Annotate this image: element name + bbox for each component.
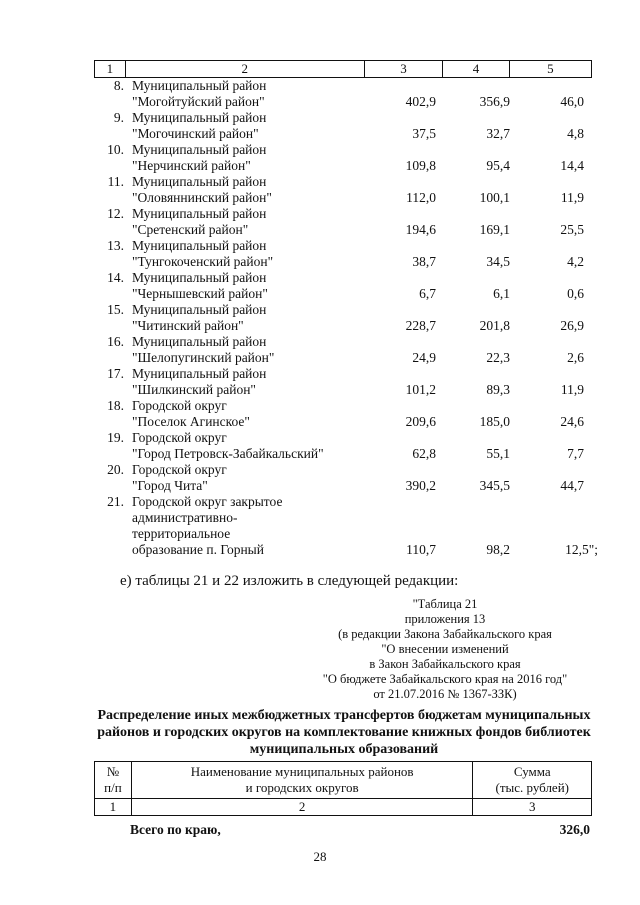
header-name [132,762,474,798]
row-number: 18. [107,398,124,413]
row-value-col4: 55,1 [486,446,510,461]
header-sum-line1: Сумма [513,764,551,779]
row-name-line1: Муниципальный район [132,270,267,285]
header-name-line2: и городских округов [245,780,359,795]
row-value-col5: 4,2 [567,254,584,269]
row-name-line2: "Тунгокоченский район" [132,254,274,269]
row-value-col5: 7,7 [567,446,584,461]
table-header-row [95,762,591,799]
row-value-col4: 185,0 [479,414,510,429]
row-value-col3: 110,7 [406,542,436,557]
total-label: Всего по краю, [130,822,221,837]
row-name-line1: Муниципальный район [132,110,267,125]
row-value-col3: 24,9 [412,350,436,365]
caption-line-6: "О бюджете Забайкальского края на 2016 год" [322,672,568,686]
amendment-paragraph: е) таблицы 21 и 22 изложить в следующей редакции: [120,573,459,589]
row-value-col5: 11,9 [560,190,584,205]
row-name-line1: Городской округ [132,462,227,477]
row-value-col4: 100,1 [479,190,510,205]
row-value-col3: 38,7 [412,254,436,269]
row-value-col4: 34,5 [486,254,510,269]
row-value-col5: 2,6 [567,350,584,365]
row-name-line1: Муниципальный район [132,142,267,157]
header-name-line1: Наименование муниципальных районов [190,764,414,779]
header-sum-line2: (тыс. рублей) [495,780,569,795]
col-1-header: 1 [95,61,126,77]
row-name-line2: "Читинский район" [132,318,244,333]
row-value-col5: 26,9 [560,318,584,333]
row-number: 11. [107,174,124,189]
row-value-col3: 109,8 [405,158,436,173]
row-name-line4: образование п. Горный [132,542,264,557]
page-number: 28 [313,849,327,864]
header-num-line1: № [106,764,120,779]
row-number: 15. [107,302,124,317]
row-number: 8. [113,78,124,93]
title-line-1: Распределение иных межбюджетных трансфертов бюджетам муниципальных [97,708,591,723]
row-value-col3: 402,9 [405,94,436,109]
row-name-line1: Муниципальный район [132,302,267,317]
row-value-col3: 6,7 [419,286,436,301]
caption-line-7: от 21.07.2016 № 1367-ЗЗК) [373,687,517,701]
row-number: 17. [107,366,124,381]
row-value-col3: 62,8 [412,446,436,461]
caption-line-4: "О внесении изменений [381,642,509,656]
col-num-2: 2 [132,799,474,815]
total-value: 326,0 [559,822,590,837]
row-value-col4: 169,1 [479,222,510,237]
row-name-line1: Городской округ закрытое [132,494,283,509]
row-value-col3: 390,2 [405,478,436,493]
row-name-line2: "Чернышевский район" [132,286,268,301]
row-value-col5: 12,5"; [565,542,598,557]
row-name-line2: "Город Петровск-Забайкальский" [132,446,324,461]
caption-line-3: (в редакции Закона Забайкальского края [338,627,552,641]
row-name-line2: "Шелопугинский район" [132,350,275,365]
row-number: 13. [107,238,124,253]
row-name-line2: "Нерчинский район" [132,158,251,173]
row-name-line1: Городской округ [132,398,227,413]
column-number-row [95,799,591,815]
col-num-3: 3 [529,799,536,814]
row-value-col5: 0,6 [567,286,584,301]
table-column-numbers [94,60,592,78]
row-value-col3: 37,5 [412,126,436,141]
row-number: 21. [107,494,124,509]
row-number: 20. [107,462,124,477]
row-number: 16. [107,334,124,349]
row-name-line2: "Могочинский район" [132,126,259,141]
header-num-line2: п/п [104,780,122,795]
row-number: 12. [107,206,124,221]
row-name-line1: Городской округ [132,430,227,445]
transfer-table [94,761,592,816]
row-value-col4: 201,8 [479,318,510,333]
caption-line-1: "Таблица 21 [412,597,478,611]
title-line-2: районов и городских округов на комплектование книжных фондов библиотек [97,725,591,740]
row-number: 10. [107,142,124,157]
row-value-col4: 22,3 [486,350,510,365]
row-value-col3: 101,2 [405,382,436,397]
row-value-col3: 228,7 [405,318,436,333]
row-name-line1: Муниципальный район [132,334,267,349]
row-name-line2: "Шилкинский район" [132,382,256,397]
row-value-col4: 32,7 [486,126,510,141]
col-3-header: 3 [365,61,443,77]
row-name-line1: Муниципальный район [132,174,267,189]
row-value-col5: 4,8 [567,126,584,141]
row-value-col4: 356,9 [479,94,510,109]
row-number: 14. [107,270,124,285]
col-4-header: 4 [443,61,509,77]
row-name-line2: "Сретенский район" [132,222,249,237]
header-num [95,762,132,798]
row-name-line2: "Город Чита" [132,478,208,493]
row-name-line1: Муниципальный район [132,366,267,381]
row-value-col4: 6,1 [493,286,510,301]
row-name-line1: Муниципальный район [132,78,267,93]
row-value-col5: 44,7 [560,478,584,493]
row-value-col5: 25,5 [560,222,584,237]
row-value-col5: 11,9 [560,382,584,397]
row-name-line2: "Поселок Агинское" [132,414,250,429]
caption-line-5: в Закон Забайкальского края [369,657,521,671]
row-value-col5: 14,4 [560,158,584,173]
row-value-col4: 89,3 [486,382,510,397]
row-number: 9. [113,110,124,125]
col-num-1: 1 [95,799,132,815]
header-sum [473,762,591,798]
row-value-col5: 24,6 [560,414,584,429]
row-name-line1: Муниципальный район [132,238,267,253]
row-number: 19. [107,430,124,445]
row-name-line2: "Оловяннинский район" [132,190,272,205]
row-name-line2: "Могойтуйский район" [132,94,265,109]
row-value-col3: 194,6 [405,222,436,237]
row-value-col4: 98,2 [486,542,510,557]
col-2-header: 2 [126,61,365,77]
col-5-header: 5 [547,61,554,76]
row-name-line3: территориальное [132,526,231,541]
row-name-line2: административно- [132,510,238,525]
row-name-line1: Муниципальный район [132,206,267,221]
row-value-col3: 209,6 [405,414,436,429]
row-value-col3: 112,0 [406,190,436,205]
table-title [94,707,594,758]
title-line-3: муниципальных образований [249,742,439,757]
row-value-col4: 345,5 [479,478,510,493]
caption-line-2: приложения 13 [404,612,486,626]
row-value-col5: 46,0 [560,94,584,109]
row-value-col4: 95,4 [486,158,510,173]
